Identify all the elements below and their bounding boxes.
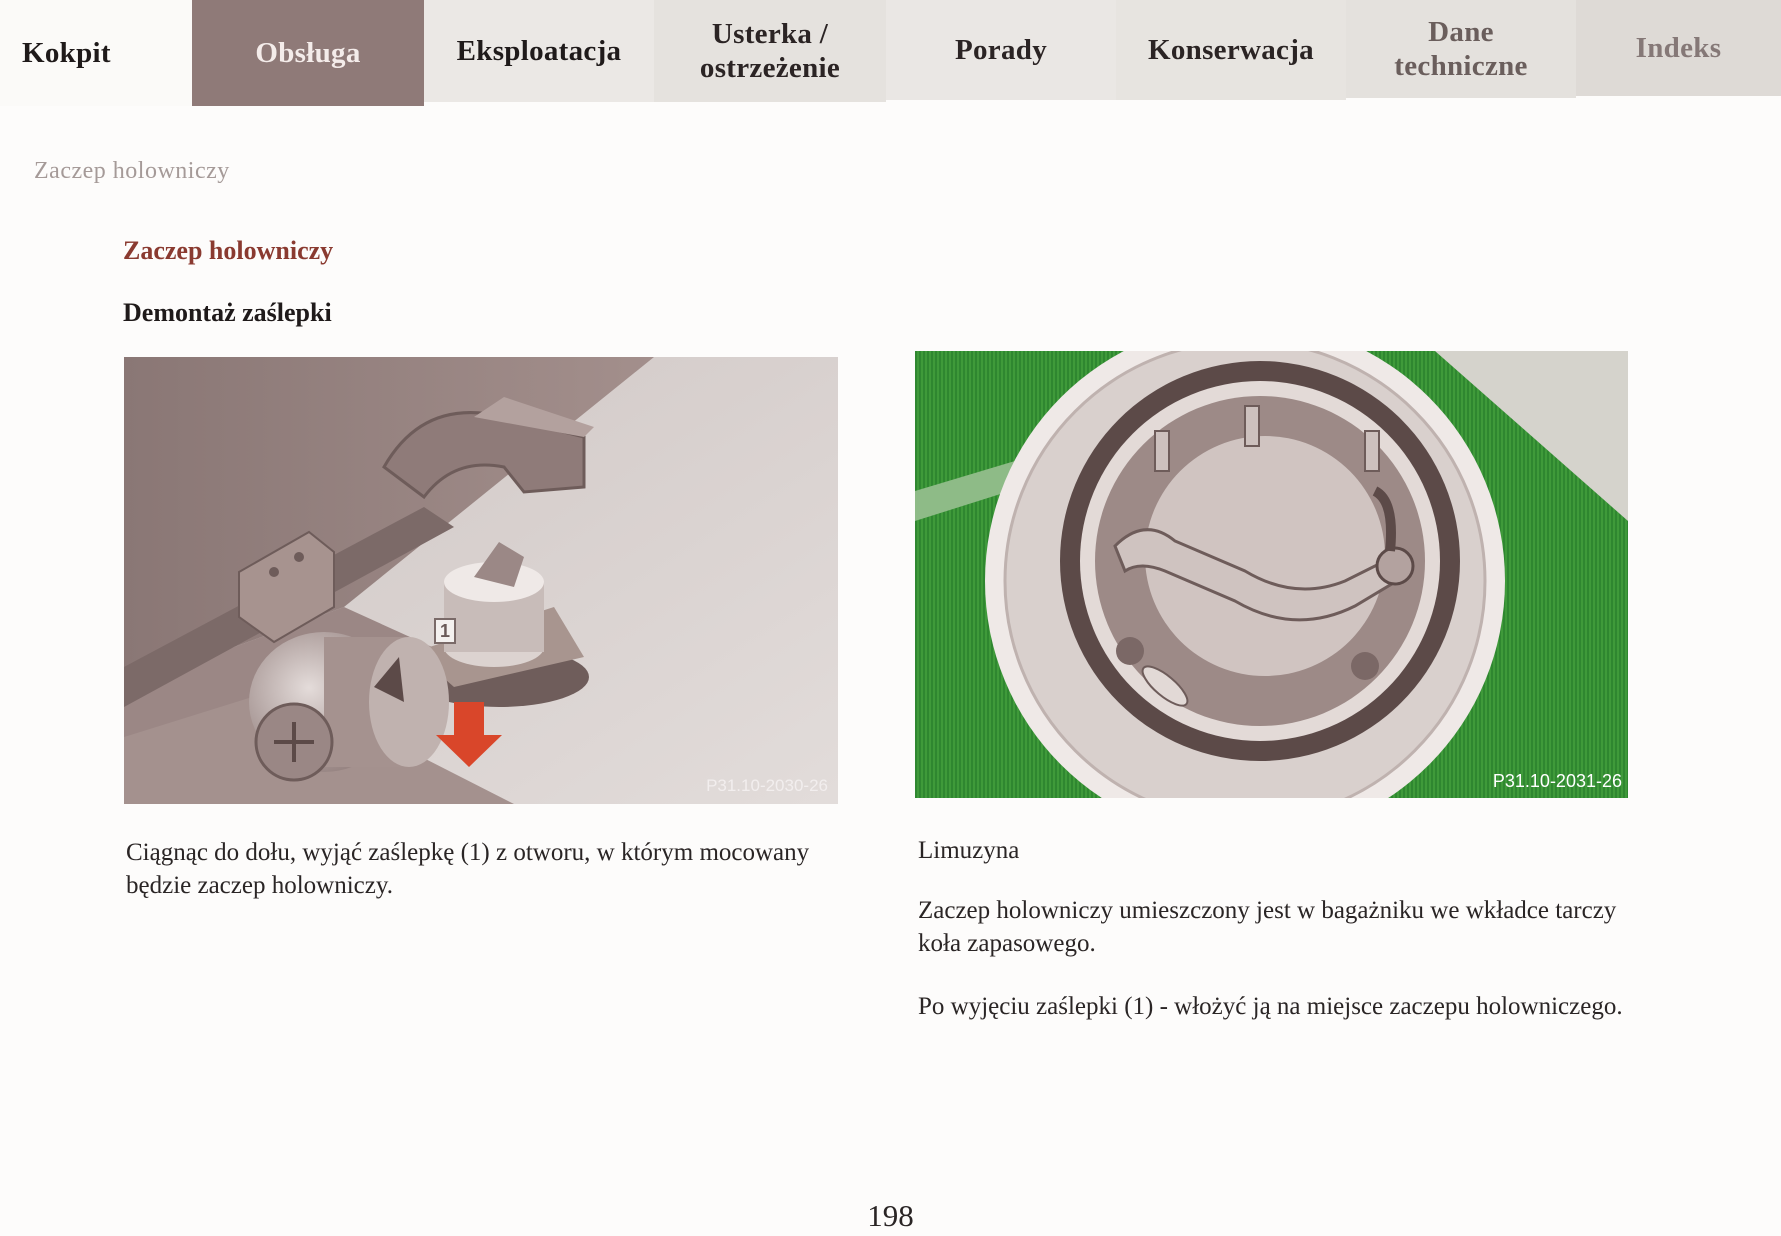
tab-porady[interactable]: Porady	[886, 0, 1116, 100]
cap-storage-paragraph: Po wyjęciu zaślepki (1) - włożyć ją na miejsce zaczepu holowniczego.	[918, 993, 1623, 1020]
tab-indeks[interactable]: Indeks	[1576, 0, 1781, 96]
breadcrumb: Zaczep holowniczy	[34, 158, 230, 184]
tab-kokpit[interactable]: Kokpit	[0, 0, 192, 106]
tab-obsluga[interactable]: Obsługa	[192, 0, 424, 106]
variant-caption: Limuzyna	[918, 837, 1020, 864]
top-navigation	[0, 0, 1781, 106]
page-number: 198	[867, 1198, 914, 1233]
figure-cap-removal	[124, 357, 838, 804]
figure-code-2: P31.10-2031-26	[1492, 771, 1622, 791]
tab-dane-techniczne[interactable]	[1346, 0, 1576, 98]
tab-usterka-label: Usterka / ostrzeżenie	[699, 17, 841, 84]
tab-dane-label: Dane techniczne	[1394, 15, 1528, 82]
spare-wheel-illustration	[915, 351, 1628, 798]
instruction-paragraph: Ciągnąc do dołu, wyjąć zaślepkę (1) z otworu, w którym mocowany będzie zaczep holowniczy.	[126, 839, 810, 899]
tab-konserwacja[interactable]: Konserwacja	[1116, 0, 1346, 100]
tab-eksploatacja[interactable]: Eksploatacja	[424, 0, 654, 102]
figure-spare-wheel	[915, 351, 1628, 798]
figure-code-1: P31.10-2030-26	[706, 776, 828, 795]
cap-removal-illustration	[124, 357, 838, 804]
location-paragraph: Zaczep holowniczy umieszczony jest w bagażniku we wkładce tarczy koła zapasowego.	[918, 897, 1617, 957]
callout-1: 1	[434, 618, 456, 644]
tab-usterka-ostrzezenie[interactable]	[654, 0, 886, 102]
section-title: Zaczep holowniczy	[123, 236, 334, 265]
subheading: Demontaż zaślepki	[123, 298, 332, 327]
